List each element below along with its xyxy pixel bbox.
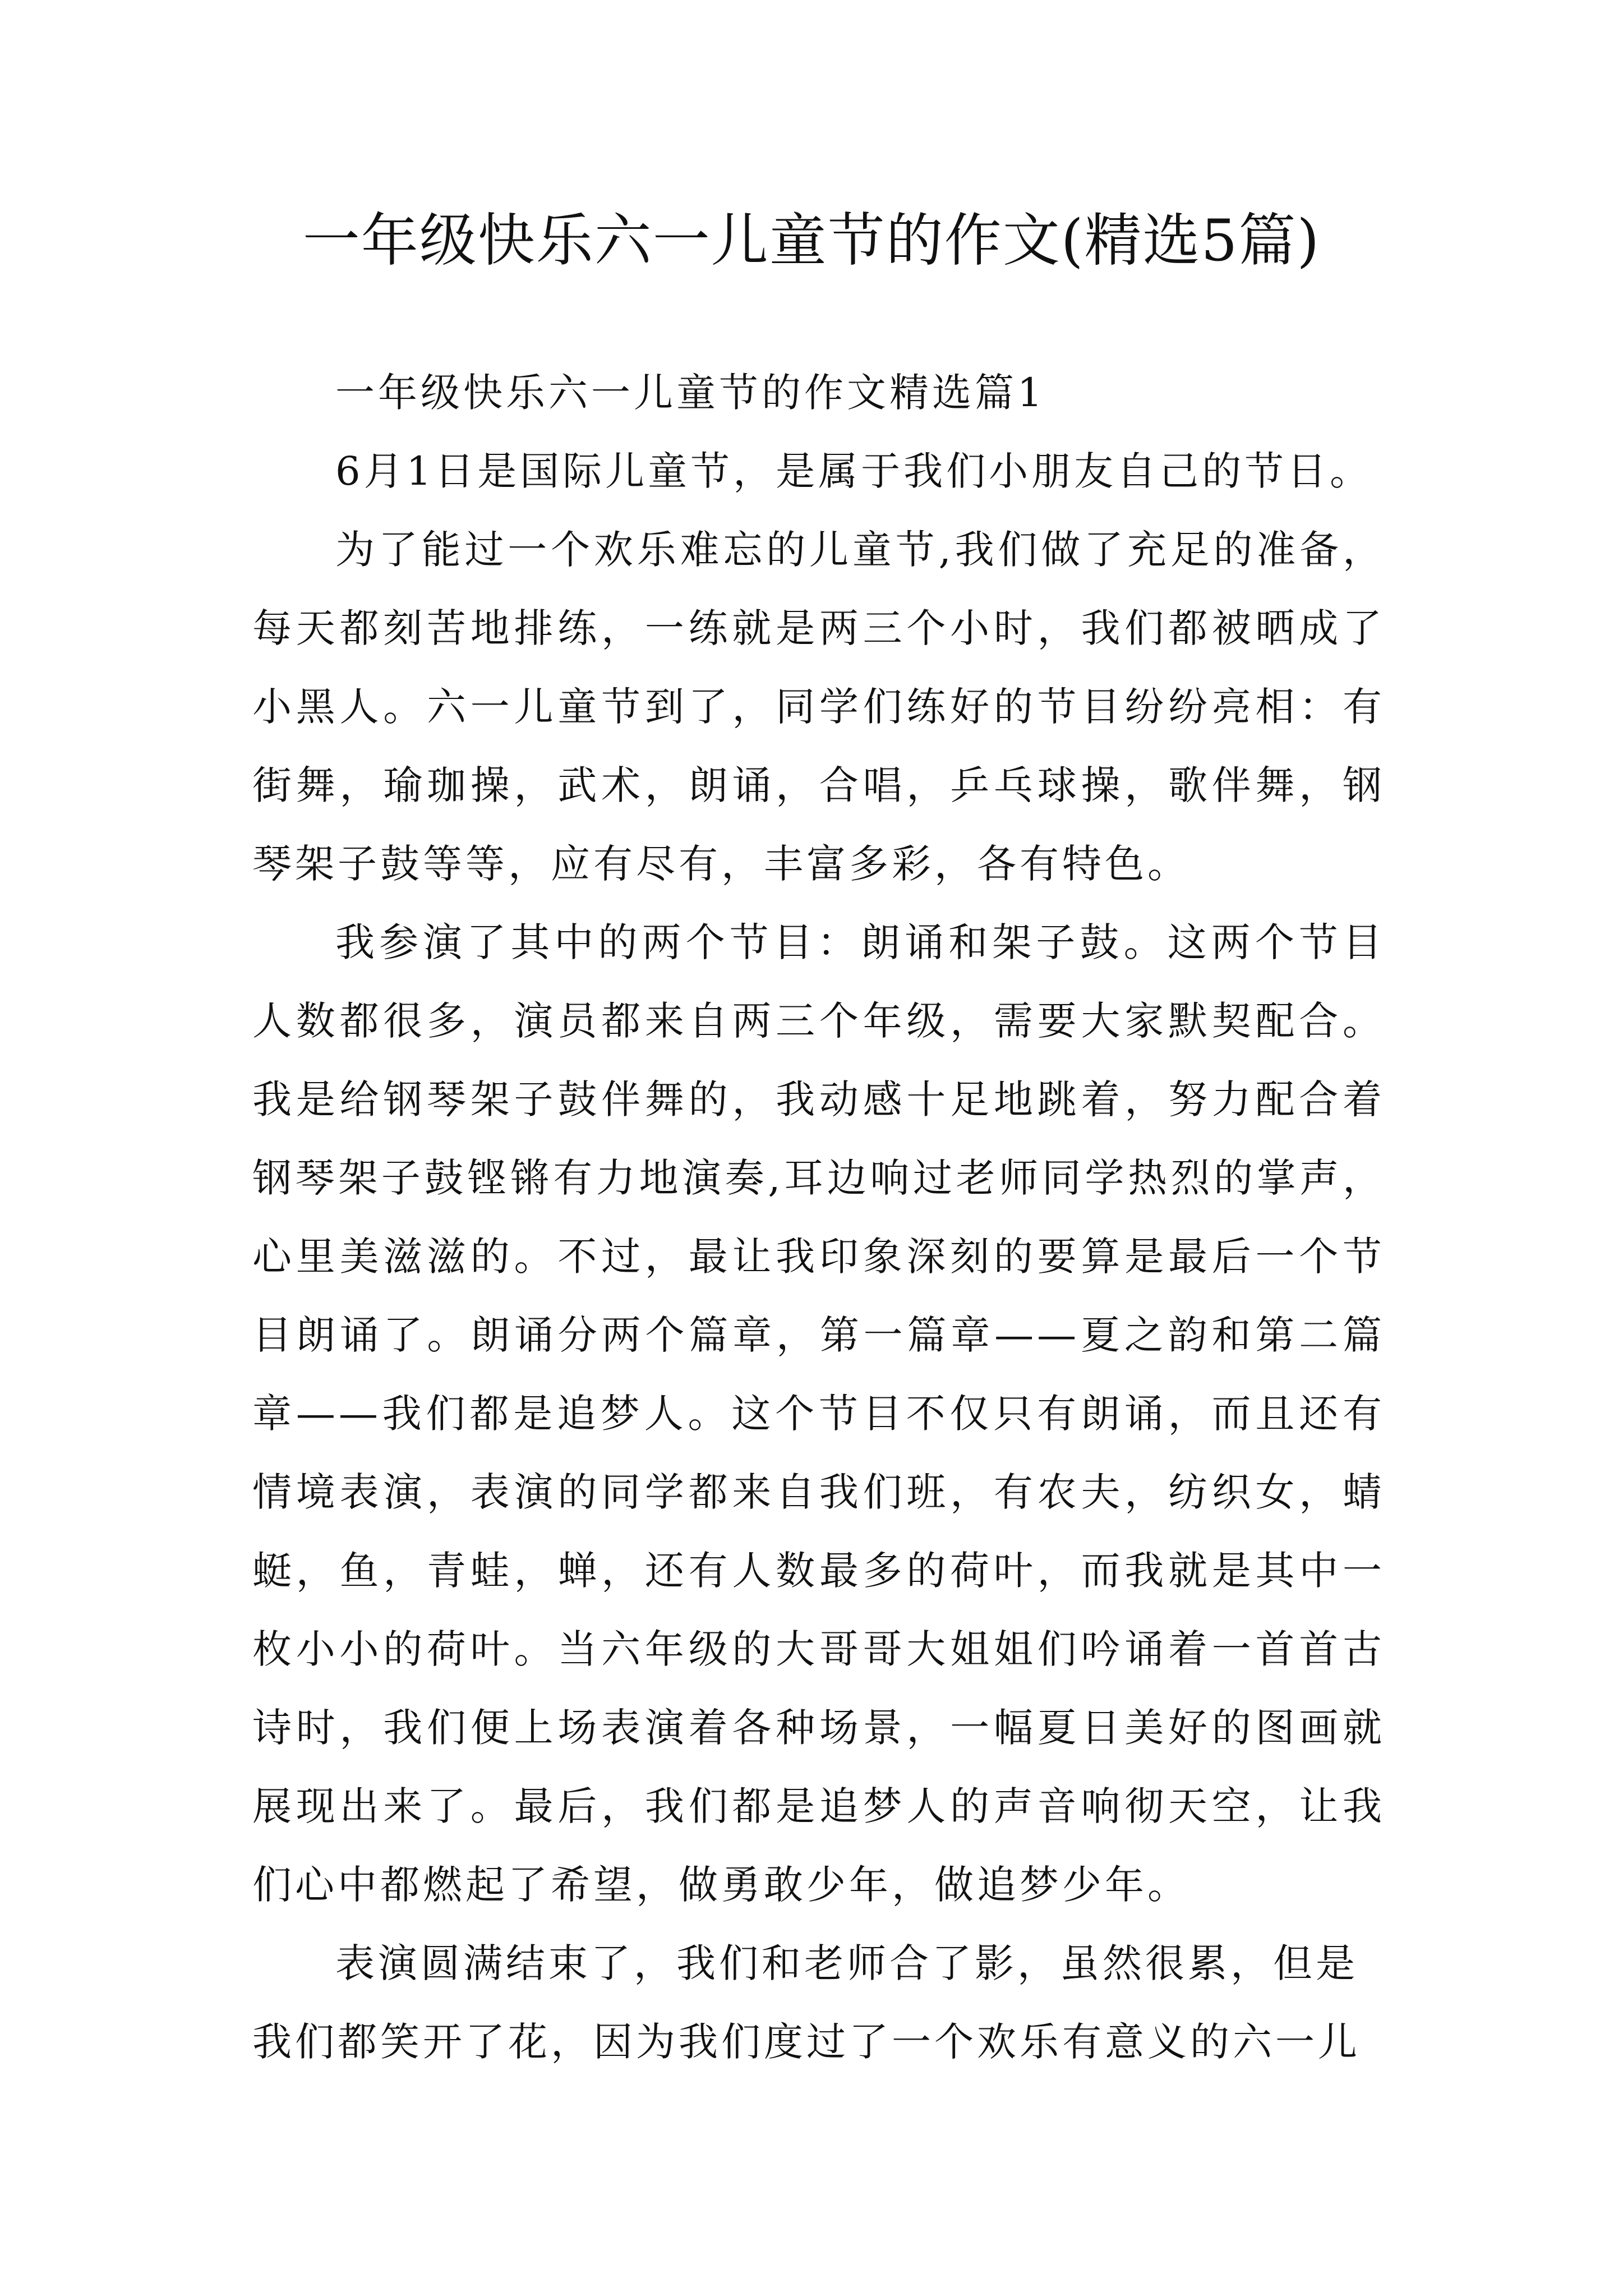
paragraph: 我参演了其中的两个节目：朗诵和架子鼓。这两个节目人数都很多，演员都来自两三个年级，需要大家默契配合。我是给钢琴架子鼓伴舞的，我动感十足地跳着，努力配合着钢琴架子鼓铿锵有力地演奏,耳边响过老师同学热烈的掌声，心里美滋滋的。不过，最让我印象深刻的要算是最后一个节目朗诵了。朗诵分两个篇章，第一篇章——夏之韵和第二篇章——我们都是追梦人。这个节目不仅只有朗诵，而且还有情境表演，表演的同学都来自我们班，有农夫，纺织女，蜻蜓，鱼，青蛙，蝉，还有人数最多的荷叶，而我就是其中一枚小小的荷叶。当六年级的大哥哥大姐姐们吟诵着一首首古诗时，我们便上场表演着各种场景，一幅夏日美好的图画就展现出来了。最后，我们都是追梦人的声音响彻天空，让我们心中都燃起了希望，做勇敢少年，做追梦少年。 <box>252 919 1385 1908</box>
paragraph: 表演圆满结束了，我们和老师合了影，虽然很累，但是我们都笑开了花，因为我们度过了一个欢乐有意义的六一儿 <box>252 1940 1361 2065</box>
paragraph: 6月1日是国际儿童节，是属于我们小朋友自己的节日。 <box>335 448 1373 494</box>
document-title: 一年级快乐六一儿童节的作文(精选5篇) <box>302 208 1321 274</box>
section-heading: 一年级快乐六一儿童节的作文精选篇1 <box>335 370 1046 416</box>
paragraph: 为了能过一个欢乐难忘的儿童节,我们做了充足的准备，每天都刻苦地排练，一练就是两三个小时，我们都被晒成了小黑人。六一儿童节到了，同学们练好的节目纷纷亮相：有街舞，瑜珈操，武术，朗诵，合唱，乒乓球操，歌伴舞，钢琴架子鼓等等，应有尽有，丰富多彩，各有特色。 <box>252 527 1385 887</box>
document-body <box>252 353 1385 2081</box>
